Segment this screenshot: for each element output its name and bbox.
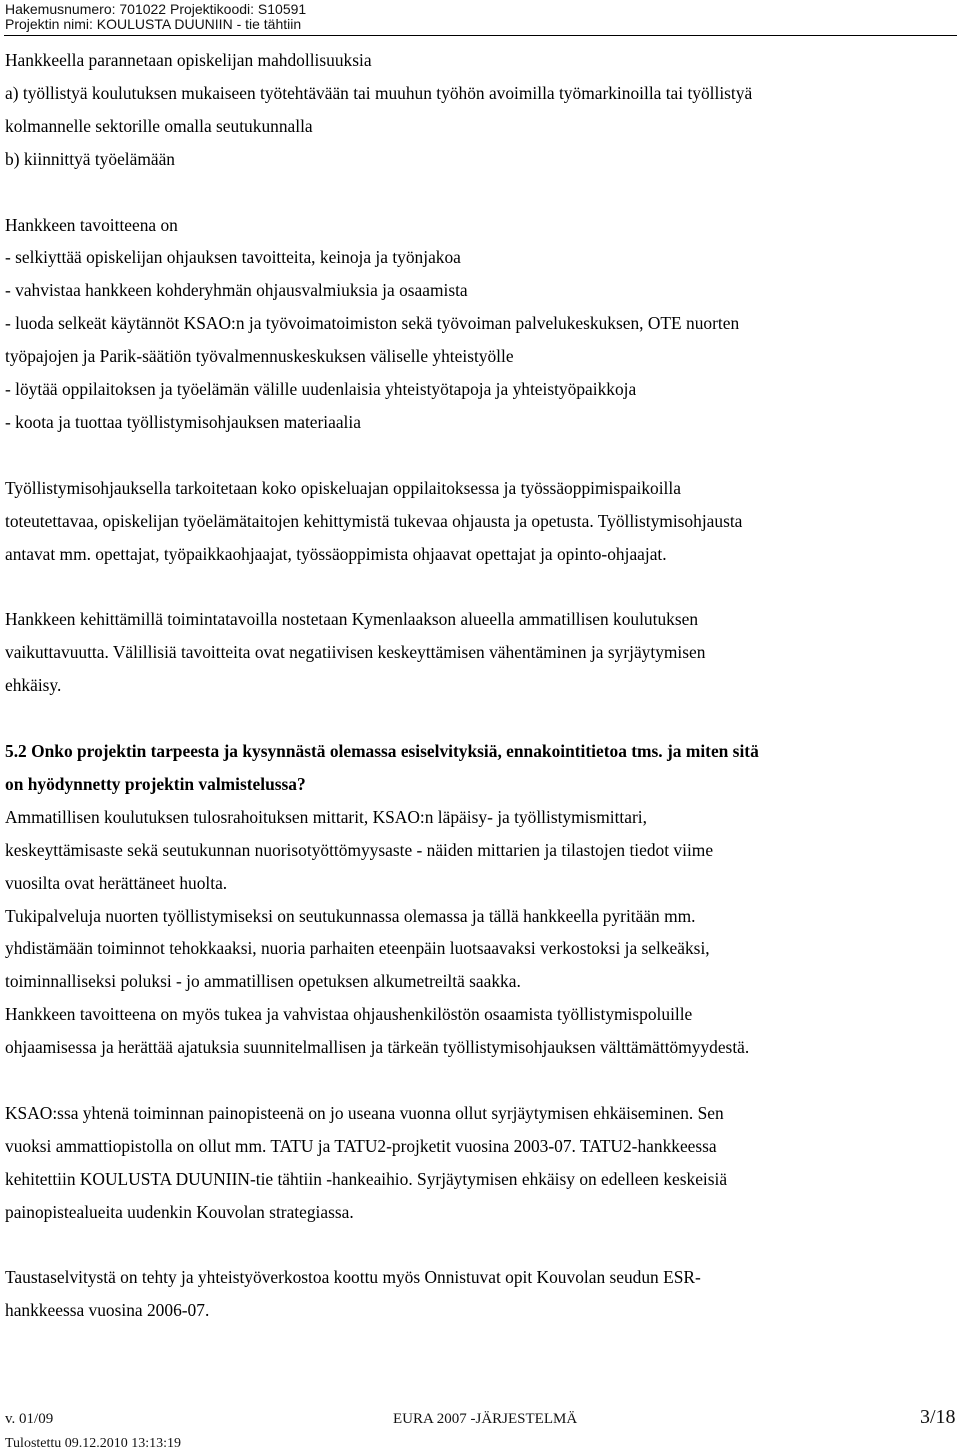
- paragraph-line: kolmannelle sektorille omalla seutukunnalla: [5, 115, 313, 136]
- section-heading: 5.2 Onko projektin tarpeesta ja kysynnästä olemassa esiselvityksiä, ennakointitietoa tms. ja miten sitä: [5, 740, 759, 761]
- paragraph-line: Hankkeella parannetaan opiskelijan mahdollisuuksia: [5, 50, 372, 70]
- paragraph-line: antavat mm. opettajat, työpaikkaohjaajat, työssäoppimista ohjaavat opettajat ja opinto-ohjaajat.: [5, 543, 667, 564]
- paragraph-line: Taustaselvitystä on tehty ja yhteistyöverkostoa koottu myös Onnistuvat opit Kouvolan seudun ESR-: [5, 1267, 701, 1288]
- paragraph-line: vuoksi ammattiopistolla on ollut mm. TATU ja TATU2-projketit vuosina 2003-07. TATU2-hankkeessa: [5, 1135, 717, 1156]
- footer-version: v. 01/09: [5, 1411, 54, 1427]
- paragraph-line: Hankkeen tavoitteena on: [5, 214, 178, 235]
- paragraph-line: keskeyttämisaste sekä seutukunnan nuorisotyöttömyysaste - näiden mittarien ja tilastojen tiedot viime: [5, 839, 714, 860]
- footer-print-timestamp: Tulostettu 09.12.2010 13:13:19: [5, 1436, 182, 1451]
- list-item: - vahvistaa hankkeen kohderyhmän ohjausvalmiuksia ja osaamista: [5, 280, 468, 301]
- page-number: 3/18: [920, 1406, 956, 1428]
- list-item: - selkiyttää opiskelijan ohjauksen tavoitteita, keinoja ja työnjakoa: [5, 247, 461, 268]
- paragraph-line: toiminnalliseksi poluksi - jo ammatillisen opetuksen alkumetreiltä saakka.: [5, 971, 521, 992]
- paragraph-line: Tukipalveluja nuorten työllistymiseksi on seutukunnassa olemassa ja tällä hankkeella pyritään mm.: [5, 905, 696, 926]
- paragraph-line: työpajojen ja Parik-säätiön työvalmennuskeskuksen väliselle yhteistyölle: [5, 346, 514, 367]
- section-heading: on hyödynnetty projektin valmistelussa?: [5, 773, 306, 794]
- header-application-number: Hakemusnumero: 701022 Projektikoodi: S10591: [5, 1, 307, 17]
- paragraph-line: vaikuttavuutta. Välillisiä tavoitteita ovat negatiivisen keskeyttämisen vähentäminen ja syrjäytymisen: [5, 642, 706, 663]
- paragraph-line: b) kiinnittyä työelämään: [5, 148, 175, 169]
- paragraph-line: Työllistymisohjauksella tarkoitetaan koko opiskeluajan oppilaitoksessa ja työssäoppimispaikoilla: [5, 477, 681, 498]
- paragraph-line: hankkeessa vuosina 2006-07.: [5, 1300, 210, 1321]
- list-item: - koota ja tuottaa työllistymisohjauksen materiaalia: [5, 411, 361, 432]
- header-divider: [4, 35, 957, 36]
- paragraph-line: ohjaamisessa ja herättää ajatuksia suunnitelmallisen ja tärkeän työllistymisohjauksen välttämättömyydestä.: [5, 1037, 750, 1058]
- paragraph-line: Ammatillisen koulutuksen tulosrahoituksen mittarit, KSAO:n läpäisy- ja työllistymismittari,: [5, 806, 647, 827]
- list-item: - löytää oppilaitoksen ja työelämän välille uudenlaisia yhteistyötapoja ja yhteistyöpaikkoja: [5, 379, 637, 400]
- document-body: [5, 44, 955, 1327]
- paragraph-line: yhdistämään toiminnot tehokkaaksi, nuoria parhaiten eteenpäin luotsaavaksi verkostoksi ja selkeäksi,: [5, 938, 710, 959]
- paragraph-line: Hankkeen kehittämillä toimintatavoilla nostetaan Kymenlaakson alueella ammatillisen koulutuksen: [5, 609, 699, 630]
- paragraph-line: kehitettiin KOULUSTA DUUNIIN-tie tähtiin -hankeaihio. Syrjäytymisen ehkäisy on edelleen keskeisiä: [5, 1168, 728, 1189]
- list-item: - luoda selkeät käytännöt KSAO:n ja työvoimatoimiston sekä työvoiman palvelukeskuksen, OTE nuorten: [5, 313, 740, 334]
- paragraph-line: toteutettavaa, opiskelijan työelämätaitojen kehittymistä tukevaa ohjausta ja opetusta. Työllistymisohjausta: [5, 510, 743, 531]
- footer-system-name: EURA 2007 -JÄRJESTELMÄ: [393, 1411, 578, 1427]
- header-project-name: Projektin nimi: KOULUSTA DUUNIIN - tie tähtiin: [5, 16, 302, 32]
- paragraph-line: Hankkeen tavoitteena on myös tukea ja vahvistaa ohjaushenkilöstön osaamista työllistymispoluille: [5, 1004, 693, 1025]
- paragraph-line: ehkäisy.: [5, 675, 62, 696]
- paragraph-line: painopistealueita uudenkin Kouvolan strategiassa.: [5, 1201, 354, 1222]
- paragraph-line: a) työllistyä koulutuksen mukaiseen työtehtävään tai muuhun työhön avoimilla työmarkinoilla tai työllistyä: [5, 82, 753, 103]
- paragraph-line: vuosilta ovat herättäneet huolta.: [5, 872, 228, 893]
- paragraph-line: KSAO:ssa yhtenä toiminnan painopisteenä on jo useana vuonna ollut syrjäytymisen ehkäiseminen. Sen: [5, 1102, 724, 1123]
